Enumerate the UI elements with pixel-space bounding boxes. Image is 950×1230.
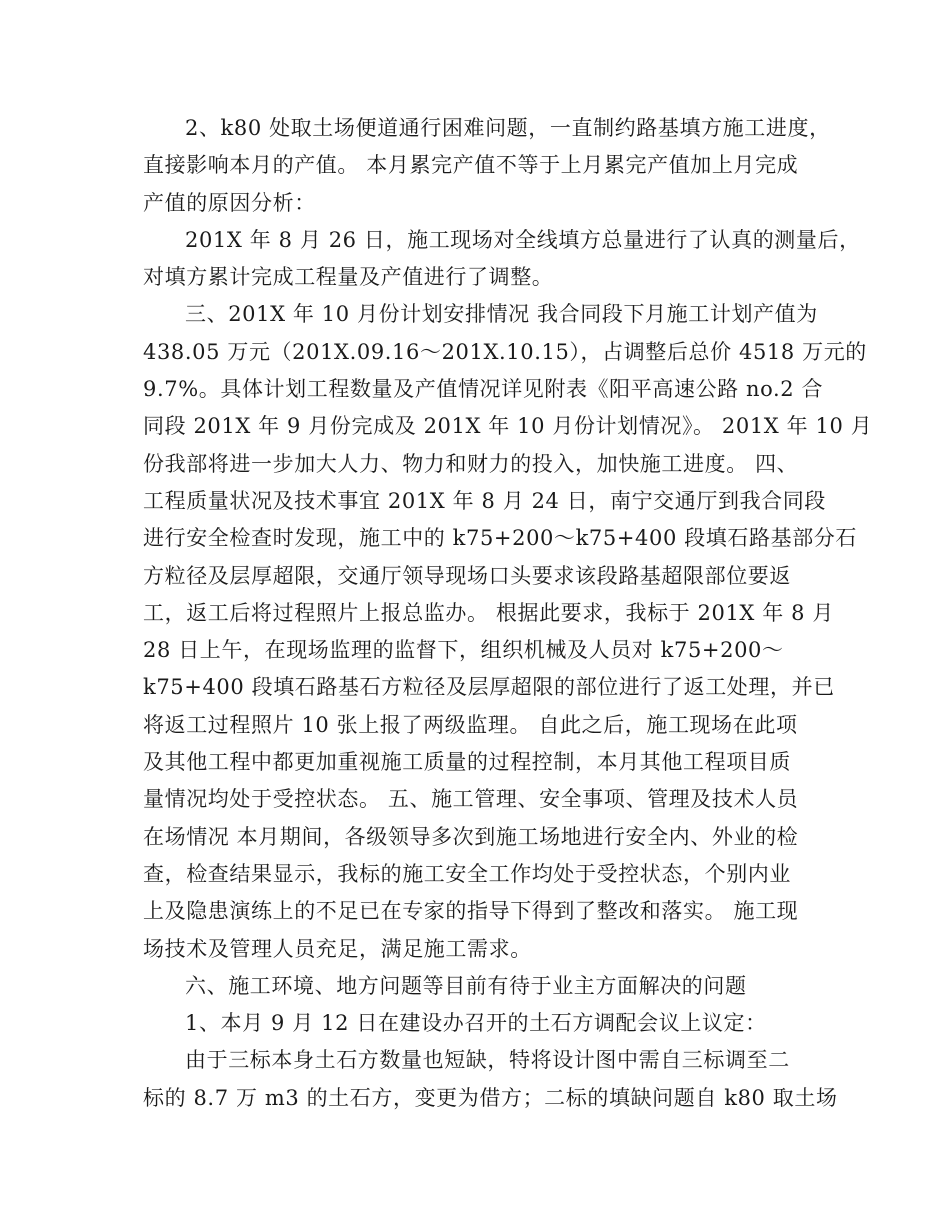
- text-line: 份我部将进一步加大人力、物力和财力的投入，加快施工进度。 四、: [143, 451, 799, 476]
- text-line: 438.05 万元（201X.09.16～201X.10.15），占调整后总价 4518 万元的: [143, 339, 867, 364]
- text-line: 六、施工环境、地方问题等目前有待于业主方面解决的问题: [185, 973, 747, 998]
- text-line: 将返工过程照片 10 张上报了两级监理。 自此之后，施工现场在此项: [143, 712, 798, 737]
- text-line: 在场情况 本月期间，各级领导多次到施工场地进行安全内、外业的检: [143, 824, 799, 849]
- text-line: 9.7%。具体计划工程数量及产值情况详见附表《阳平高速公路 no.2 合: [143, 377, 824, 402]
- text-line: 工程质量状况及技术事宜 201X 年 8 月 24 日，南宁交通厅到我合同段: [143, 488, 826, 513]
- text-line: 场技术及管理人员充足，满足施工需求。: [143, 936, 532, 961]
- text-line: 由于三标本身土石方数量也短缺，特将设计图中需自三标调至二: [185, 1048, 790, 1073]
- text-line: 同段 201X 年 9 月份完成及 201X 年 10 月份计划情况》。 201X 年 10 月: [143, 414, 873, 439]
- text-line: 产值的原因分析：: [143, 190, 316, 215]
- text-line: 2、k80 处取土场便道通行困难问题，一直制约路基填方施工进度，: [185, 116, 831, 140]
- text-line: 量情况均处于受控状态。 五、施工管理、安全事项、管理及技术人员: [143, 787, 799, 812]
- text-line: 201X 年 8 月 26 日，施工现场对全线填方总量进行了认真的测量后，: [185, 227, 861, 252]
- text-line: 三、201X 年 10 月份计划安排情况 我合同段下月施工计划产值为: [185, 302, 818, 327]
- text-line: 上及隐患演练上的不足已在专家的指导下得到了整改和落实。 施工现: [143, 899, 799, 924]
- document-body: [143, 110, 873, 1117]
- text-line: 查，检查结果显示，我标的施工安全工作均处于受控状态，个别内业: [143, 861, 791, 886]
- text-line: 对填方累计完成工程量及产值进行了调整。: [143, 265, 554, 290]
- text-line: k75+400 段填石路基石方粒径及层厚超限的部位进行了返工处理，并已: [143, 675, 835, 700]
- text-line: 28 日上午，在现场监理的监督下，组织机械及人员对 k75+200～: [143, 638, 784, 663]
- text-line: 进行安全检查时发现，施工中的 k75+200～k75+400 段填石路基部分石: [143, 526, 857, 551]
- text-line: 1、本月 9 月 12 日在建设办召开的土石方调配会议上议定：: [185, 1011, 767, 1036]
- text-line: 标的 8.7 万 m3 的土石方，变更为借方；二标的填缺问题自 k80 取土场: [143, 1085, 838, 1110]
- text-line: 工，返工后将过程照片上报总监办。 根据此要求，我标于 201X 年 8 月: [143, 600, 834, 625]
- text-line: 及其他工程中都更加重视施工质量的过程控制，本月其他工程项目质: [143, 750, 791, 775]
- text-line: 方粒径及层厚超限，交通厅领导现场口头要求该段路基超限部位要返: [143, 563, 791, 588]
- text-line: 直接影响本月的产值。 本月累完产值不等于上月累完产值加上月完成: [143, 153, 799, 178]
